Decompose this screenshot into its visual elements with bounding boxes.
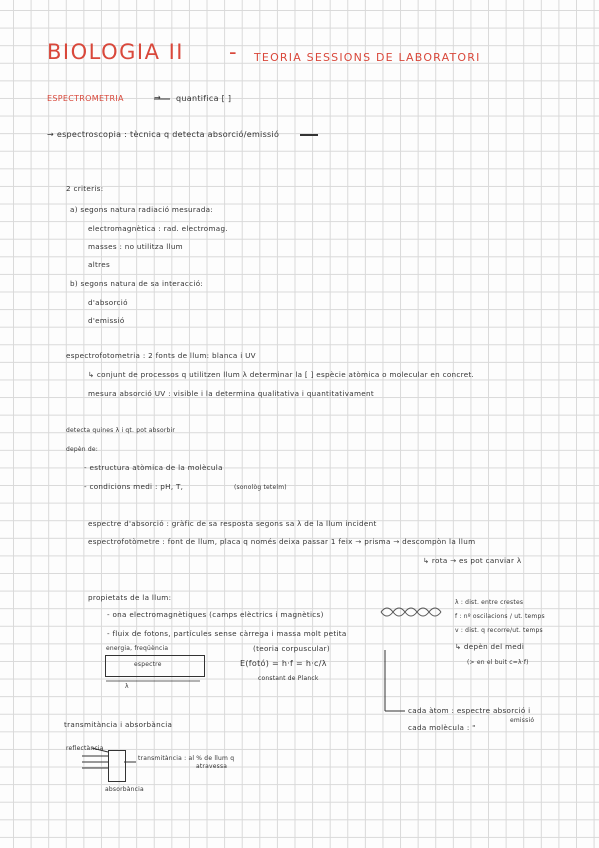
criteria-a-item: altres (88, 260, 110, 269)
criteria-a-item: masses : no utilitza llum (88, 242, 183, 251)
detects-line: detecta quines λ i qt. pot absorbir (66, 427, 176, 434)
legend-line: ↳ depèn del medi (455, 642, 525, 651)
reflect-label: reflectància (66, 745, 104, 752)
molecule-line: cada molècula : " (408, 723, 476, 732)
legend-line: λ : dist. entre crestes (455, 599, 524, 606)
arrow-icon: → (154, 93, 162, 102)
light-item: - ona electromagnètiques (camps elèctrics i magnètics) (107, 610, 324, 619)
section-heading: ESPECTROMETRIA (47, 94, 124, 103)
transmit-label: atravessa (196, 763, 228, 770)
absorb-label: absorbància (105, 786, 144, 793)
criteria-b-item: d'emissió (88, 316, 125, 325)
spectrum-box-label: espectre (134, 661, 162, 668)
detects-item: - condicions medi : pH, T, (84, 482, 184, 491)
criteria-intro: 2 criteris: (66, 184, 104, 193)
light-note: (teoria corpuscular) (253, 644, 330, 653)
title-dash: - (229, 40, 239, 64)
detects-line: depèn de: (66, 446, 99, 453)
spectrophotometry-line: mesura absorció UV : visible i la determina qualitativa i quantitativament (88, 389, 374, 398)
photon-formula: E(fotó) = h·f = h·c/λ (240, 659, 327, 668)
detects-note: (sonològ tetelm) (234, 484, 287, 491)
transmit-label: transmitància : al % de llum q (138, 755, 235, 762)
criteria-a: a) segons natura radiació mesurada: (70, 205, 214, 214)
light-heading: propietats de la llum: (88, 593, 172, 602)
spectrophotometry-line: ↳ conjunt de processos q utilitzen llum λ determinar la [ ] espècie atòmica o molecular en concret. (88, 370, 475, 379)
legend-line: v : dist. q recorre/ut. temps (455, 627, 543, 634)
energy-label: energia, freqüència (106, 645, 169, 652)
light-item: - fluix de fotons, partícules sense càrrega i massa molt petita (107, 629, 347, 638)
planck-label: constant de Planck (258, 675, 319, 682)
page-title: BIOLOGIA II (47, 40, 185, 64)
spectrum-line: espectre d'absorció : gràfic de sa resposta segons sa λ de la llum incident (88, 519, 377, 528)
spectrophotometry-line: espectrofotometria : 2 fonts de llum: blanca i UV (66, 351, 256, 360)
atom-line: cada àtom : espectre absorció i (408, 706, 531, 715)
lambda-label: λ (125, 683, 129, 690)
section-note: quantifica [ ] (176, 94, 232, 103)
spectrum-line: ↳ rota → es pot canviar λ (423, 556, 522, 565)
detects-item: - estructura atòmica de la molècula (84, 463, 223, 472)
transmittance-heading: transmitància i absorbància (64, 720, 173, 729)
legend-line: (> en el buit c=λ·f) (467, 659, 529, 666)
atom-line: emissió (510, 717, 535, 724)
page-subtitle: TEORIA SESSIONS DE LABORATORI (254, 51, 481, 64)
criteria-b-item: d'absorció (88, 298, 128, 307)
criteria-b: b) segons natura de sa interacció: (70, 279, 204, 288)
spectrum-line: espectrofotòmetre : font de llum, placa q només deixa passar 1 feix → prisma → descompòn la llum (88, 537, 476, 546)
criteria-a-item: electromagnètica : rad. electromag. (88, 224, 228, 233)
legend-line: f : nº oscilacions / ut. temps (455, 613, 545, 620)
spectroscopy-line: → espectroscopia : tècnica q detecta absorció/emissió (47, 130, 280, 139)
